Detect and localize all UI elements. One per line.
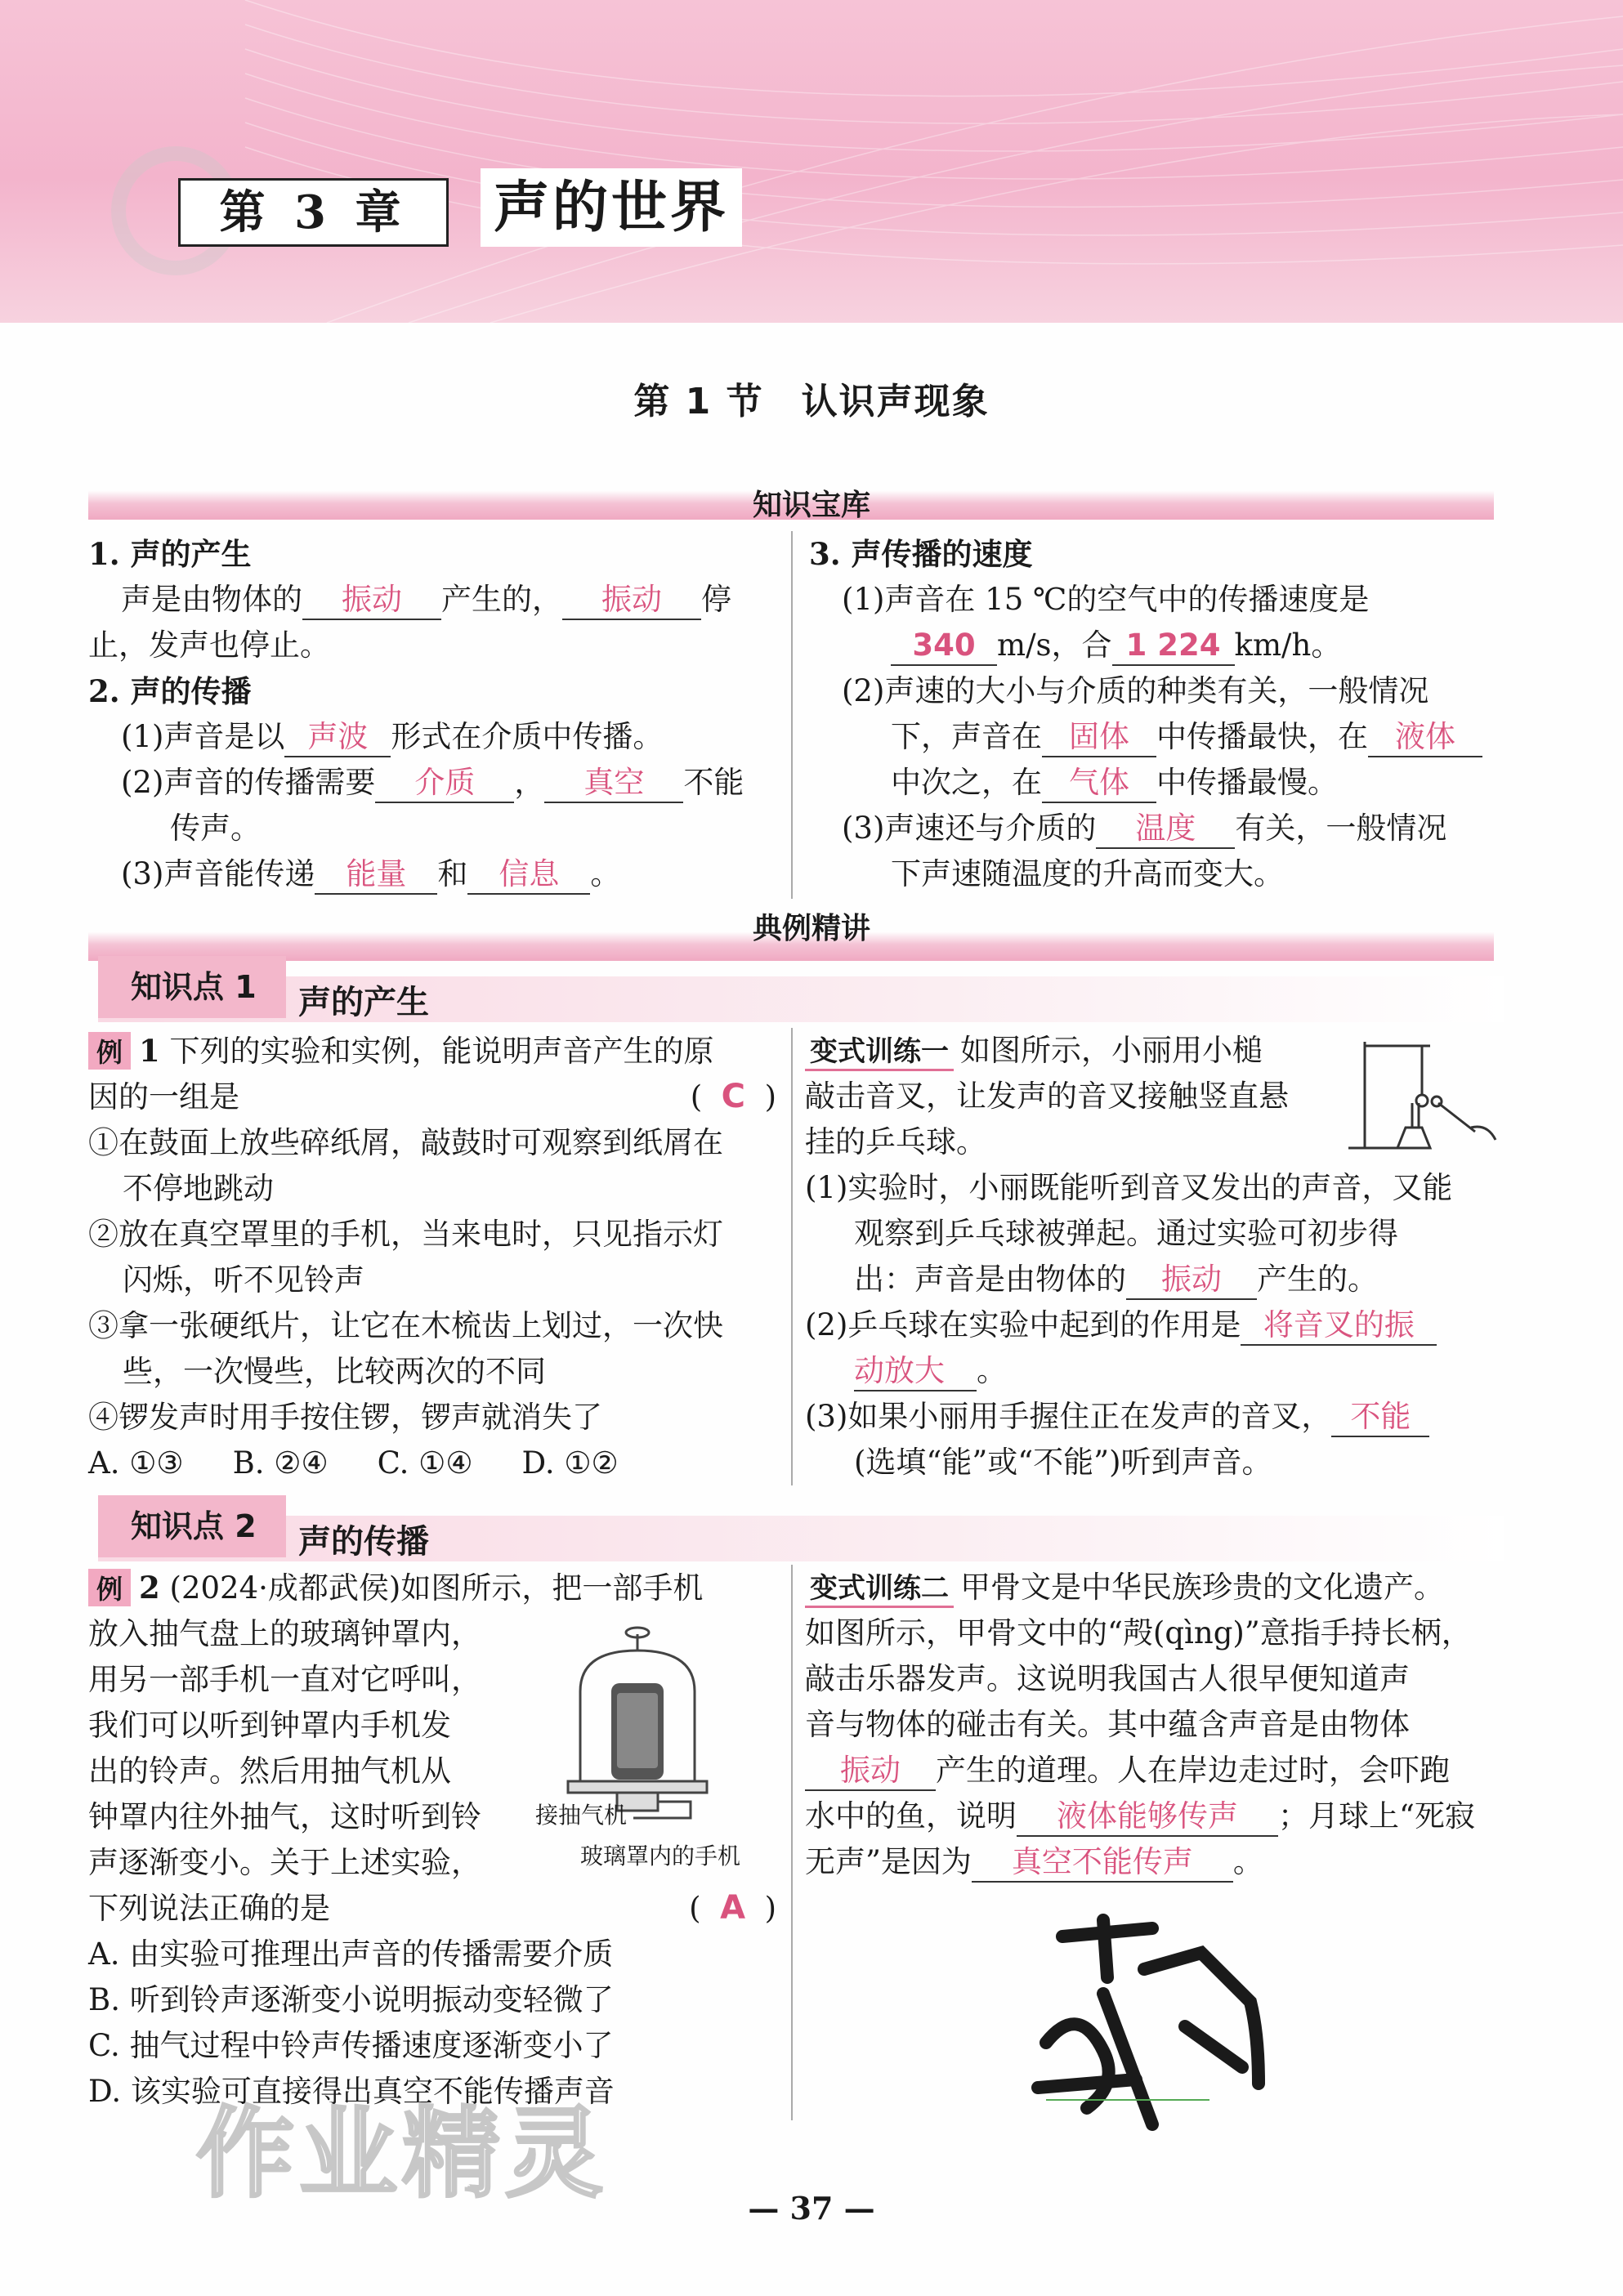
example-1-answer: C [721,1078,746,1115]
choice-c: C. 抽气过程中铃声传播速度逐渐变小了 [88,2028,614,2063]
variant-tag: 变式训练一 [805,1029,954,1071]
answer-blank: 振动 [302,581,441,620]
text: 中传播最快，在 [1156,719,1368,754]
answer-blank: 固体 [1042,718,1156,757]
kp1-label: 知识点 1 [98,956,286,1018]
choice-d: D. 该实验可直接得出真空不能传播声音 [88,2074,615,2109]
text: 。 [977,1353,1007,1388]
answer-blank: 温度 [1096,810,1235,849]
text: 停 [701,582,731,617]
paren: ) [764,1891,776,1926]
column-divider [791,1565,793,2120]
text: (3)如果小丽用手握住正在发声的音叉， [805,1399,1332,1434]
answer-blank: 340 [891,627,997,666]
text: (选填“能”或“不能”)听到声音。 [854,1445,1272,1480]
answer-blank: 不能 [1331,1398,1429,1437]
text: 闪烁，听不见铃声 [123,1262,364,1298]
text: 产生的， [441,582,562,617]
variant-tag: 变式训练二 [805,1566,954,1608]
option-2: ②放在真空罩里的手机，当来电时，只见指示灯 [88,1217,723,1252]
text: 不能 [683,765,744,800]
oracle-bone-character-figure [1013,1904,1275,2133]
text: 音与物体的碰击有关。其中蕴含声音是由物体 [805,1707,1410,1742]
text: (1)声音是以 [121,719,285,754]
text: ；月球上“死寂 [1278,1798,1475,1834]
text: 止，发声也停止。 [88,628,330,663]
answer-blank: 声波 [284,718,391,757]
option-4: ④锣发声时用手按住锣，锣声就消失了 [88,1400,602,1435]
answer-blank: 动放大 [854,1352,977,1391]
text: 不停地跳动 [123,1171,274,1206]
text: 传声。 [170,811,261,846]
example-number: 2 [139,1570,160,1606]
paren: ( [690,1079,703,1114]
answer-blank: 气体 [1042,764,1156,803]
tuning-fork-figure [1340,1025,1504,1164]
answer-blank: 真空不能传声 [972,1843,1233,1883]
choice-c: C. ①④ [377,1445,473,1481]
text: (2)乒乓球在实验中起到的作用是 [805,1307,1241,1342]
text: km/h。 [1234,628,1342,663]
kp2-title: 声的传播 [298,1523,429,1561]
knowledge-left [88,531,783,897]
watermark: 作业精灵 [196,2097,608,2211]
text: 中次之，在 [891,765,1042,800]
text: (2)声速的大小与介质的种类有关，一般情况 [842,673,1429,708]
option-1: ①在鼓面上放些碎纸屑，敲鼓时可观察到纸屑在 [88,1125,723,1160]
text: (2)声音的传播需要 [121,765,376,800]
example-number: 1 [139,1033,160,1069]
choice-d: D. ①② [521,1445,619,1481]
text: 声逐渐变小。关于上述实验， [88,1845,481,1880]
heading-sound-production: 1. 声的产生 [88,536,252,572]
text: 我们可以听到钟罩内手机发 [88,1708,451,1743]
paren: ( [689,1891,701,1926]
figure-label-pump: 接抽气机 [535,1802,628,1829]
heading-sound-speed: 3. 声传播的速度 [809,536,1033,572]
banner-pattern [0,0,1623,323]
text: 挂的乒乓球。 [805,1124,986,1159]
text: 敲击音叉，让发声的音叉接触竖直悬 [805,1079,1289,1114]
text: 有关，一般情况 [1235,811,1447,846]
examples-band-label: 典例精讲 [752,912,870,945]
text: 出的铃声。然后用抽气机从 [88,1753,451,1789]
chapter-label: 第 3 章 [178,178,449,247]
text: 钟罩内往外抽气，这时听到铃 [88,1799,481,1834]
text: 产生的。 [1257,1262,1378,1297]
answer-blank: 振动 [562,581,701,620]
text: (3)声音能传递 [121,856,315,891]
option-3: ③拿一张硬纸片，让它在木梳齿上划过，一次快 [88,1308,723,1343]
bell-jar-figure [531,1626,776,1871]
text: 。 [1232,1844,1263,1879]
answer-blank: 能量 [315,855,437,895]
text: 放入抽气盘上的玻璃钟罩内， [88,1616,481,1651]
text: 如图所示，小丽用小槌 [960,1033,1263,1068]
kp1-title: 声的产生 [298,984,429,1021]
answer-blank: 1 224 [1112,627,1235,666]
text: 用另一部手机一直对它呼叫， [88,1662,481,1697]
text: 些，一次慢些，比较两次的不同 [123,1354,546,1389]
column-divider [791,1028,793,1485]
text: 出：声音是由物体的 [854,1262,1126,1297]
example-tag: 例 [88,1569,131,1606]
text: 下列说法正确的是 [88,1891,330,1926]
answer-blank: 液体 [1368,718,1482,757]
heading-sound-propagation: 2. 声的传播 [88,673,252,709]
text: 下声速随温度的升高而变大。 [891,856,1284,891]
answer-blank: 振动 [1126,1261,1257,1300]
answer-blank: 信息 [467,855,590,895]
example-tag: 例 [88,1032,131,1070]
answer-blank: 介质 [375,764,514,803]
section-title: 第 1 节 认识声现象 [633,381,990,422]
knowledge-right [809,531,1504,897]
text: ， [514,765,545,800]
text: 观察到乒乓球被弹起。通过实验可初步得 [854,1216,1398,1251]
text: 下，声音在 [891,719,1042,754]
text: 甲骨文是中华民族珍贵的文化遗产。 [960,1570,1444,1605]
text: 形式在介质中传播。 [391,719,664,754]
text: 。 [590,856,621,891]
text: m/s，合 [997,628,1112,663]
variant-2 [805,1565,1508,1885]
text: (1)声音在 15 ℃的空气中的传播速度是 [842,582,1370,617]
example-1 [88,1028,783,1486]
paren: ) [764,1079,776,1114]
choice-b: B. 听到铃声逐渐变小说明振动变轻微了 [88,1982,614,2017]
text: 水中的鱼，说明 [805,1798,1017,1834]
text: 中传播最慢。 [1156,765,1338,800]
answer-blank: 振动 [805,1752,936,1791]
figure-label-phone: 玻璃罩内的手机 [580,1843,741,1869]
choice-a: A. 由实验可推理出声音的传播需要介质 [88,1936,614,1972]
text: 和 [437,856,468,891]
text: 敲击乐器发声。这说明我国古人很早便知道声 [805,1661,1410,1696]
answer-blank: 液体能够传声 [1017,1798,1278,1837]
text: 因的一组是 [88,1079,239,1114]
column-divider [791,531,793,899]
text: (3)声速还与介质的 [842,811,1097,846]
chapter-title: 声的世界 [481,168,742,247]
text: 下列的实验和实例，能说明声音产生的原 [169,1034,714,1069]
kp2-label: 知识点 2 [98,1495,286,1557]
text: 产生的道理。人在岸边走过时，会吓跑 [936,1753,1450,1788]
choice-b: B. ②④ [232,1445,329,1481]
page-number: — 37 — [748,2190,875,2227]
knowledge-band-label: 知识宝库 [752,489,870,522]
text: (2024·成都武侯)如图所示，把一部手机 [169,1570,704,1606]
answer-blank: 将音叉的振 [1241,1307,1437,1346]
text: 声是由物体的 [121,582,302,617]
text: (1)实验时，小丽既能听到音叉发出的声音，又能 [805,1170,1453,1205]
example-2-answer: A [720,1889,746,1927]
answer-blank: 真空 [544,764,683,803]
choice-a: A. ①③ [88,1445,184,1481]
text: 如图所示，甲骨文中的“殸(qìng)”意指手持长柄， [805,1615,1472,1651]
text: 无声”是因为 [805,1844,972,1879]
